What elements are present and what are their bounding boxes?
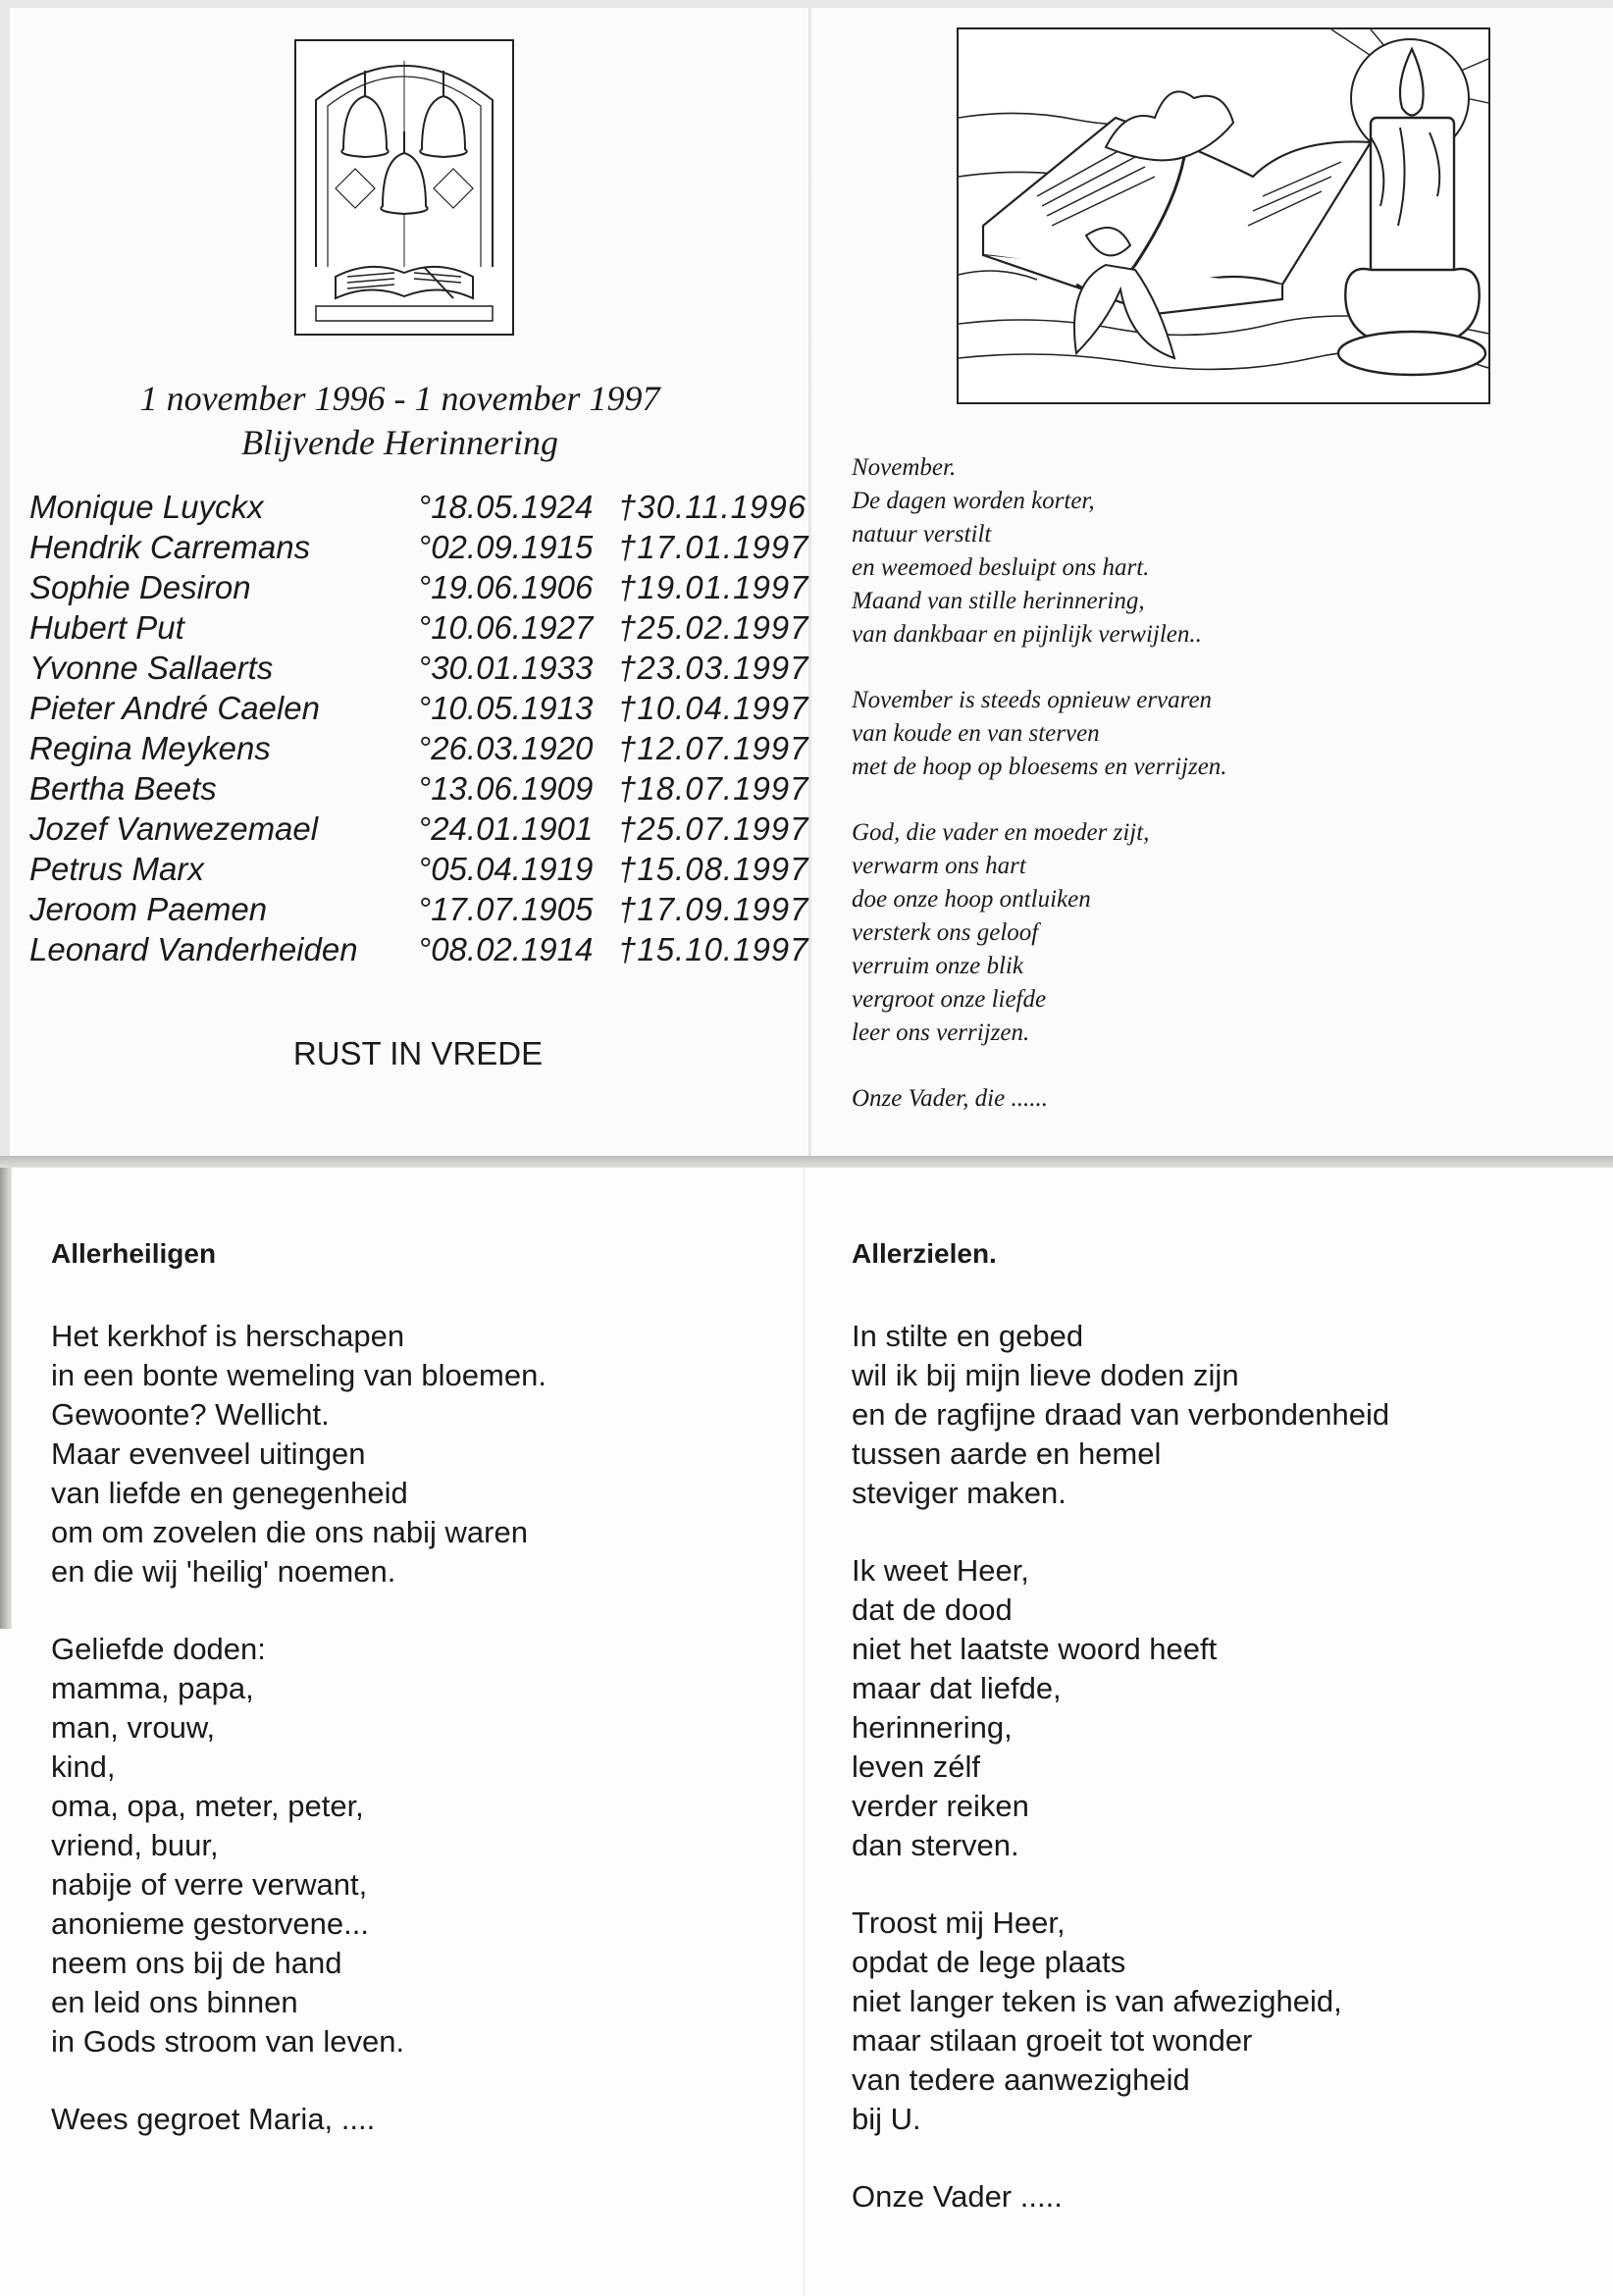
deceased-name: Bertha Beets <box>29 770 217 807</box>
poem-stanza <box>852 1082 1538 1116</box>
candle-book-graphic <box>959 29 1488 402</box>
poem-line: November. <box>852 454 957 481</box>
poem-line: nabije of verre verwant, <box>51 1867 368 1902</box>
candle-book-illustration <box>957 27 1490 404</box>
poem-line: bij U. <box>852 2102 921 2136</box>
list-item <box>29 489 814 529</box>
poem-line: Maand van stille herinnering, <box>852 588 1145 614</box>
list-item <box>29 569 814 609</box>
deceased-name: Monique Luyckx <box>29 489 264 525</box>
poem-stanza <box>852 1317 1578 1513</box>
death-date: †25.07.1997 <box>618 810 809 847</box>
bells-window-graphic <box>296 41 512 334</box>
poem-line: anonieme gestorvene... <box>51 1906 369 1941</box>
poem-line: verwarm ons hart <box>852 853 1026 879</box>
poem-line: De dagen worden korter, <box>852 488 1095 514</box>
poem-line: Troost mij Heer, <box>852 1905 1066 1940</box>
allerheiligen-section <box>51 1234 757 2177</box>
poem-line: Onze Vader, die ...... <box>852 1085 1048 1112</box>
allerzielen-title: Allerzielen. <box>852 1238 997 1269</box>
death-date: †15.08.1997 <box>618 851 809 887</box>
deceased-name: Hubert Put <box>29 609 184 646</box>
birth-date: °30.01.1933 <box>418 650 594 686</box>
list-item <box>29 730 814 770</box>
poem-stanza <box>852 1904 1578 2139</box>
birth-date: °13.06.1909 <box>418 770 594 807</box>
poem-line: In stilte en gebed <box>852 1319 1084 1353</box>
birth-date: °18.05.1924 <box>418 489 594 525</box>
poem-stanza <box>51 1317 757 1592</box>
poem-stanza <box>852 684 1538 784</box>
poem-line: niet het laatste woord heeft <box>852 1632 1218 1666</box>
deceased-name: Leonard Vanderheiden <box>29 931 358 967</box>
poem-line: dat de dood <box>852 1592 1013 1627</box>
poem-line: in een bonte wemeling van bloemen. <box>51 1358 546 1392</box>
poem-line: Ik weet Heer, <box>852 1553 1029 1588</box>
list-item <box>29 529 814 569</box>
poem-line: November is steeds opnieuw ervaren <box>852 687 1213 713</box>
scan-shadow <box>0 1156 1613 1168</box>
deceased-name: Yvonne Sallaerts <box>29 650 274 686</box>
poem-line: Gewoonte? Wellicht. <box>51 1397 330 1432</box>
poem-stanza <box>51 2100 757 2139</box>
poem-line: verder reiken <box>852 1789 1029 1823</box>
poem-line: maar dat liefde, <box>852 1671 1062 1705</box>
poem-line: leer ons verrijzen. <box>852 1019 1030 1046</box>
poem-stanza <box>852 451 1538 652</box>
poem-line: versterk ons geloof <box>852 919 1039 946</box>
poem-line: vergroot onze liefde <box>852 986 1047 1013</box>
poem-line: mamma, papa, <box>51 1671 254 1705</box>
poem-stanza <box>51 1630 757 2061</box>
list-item <box>29 609 814 650</box>
poem-line: en weemoed besluipt ons hart. <box>852 554 1150 581</box>
poem-line: man, vrouw, <box>51 1710 216 1745</box>
list-item <box>29 931 814 971</box>
poem-line: in Gods stroom van leven. <box>51 2024 405 2059</box>
deceased-name: Jozef Vanwezemael <box>29 810 319 847</box>
poem-line: oma, opa, meter, peter, <box>51 1789 364 1823</box>
poem-line: doe onze hoop ontluiken <box>852 886 1091 913</box>
death-date: †12.07.1997 <box>618 730 809 766</box>
poem-line: Wees gegroet Maria, .... <box>51 2102 376 2136</box>
deceased-name: Sophie Desiron <box>29 569 251 605</box>
rust-in-vrede: RUST IN VREDE <box>292 1035 544 1071</box>
deceased-name: Pieter André Caelen <box>29 690 320 726</box>
poem-line: dan sterven. <box>852 1828 1019 1862</box>
poem-line: wil ik bij mijn lieve doden zijn <box>852 1358 1239 1392</box>
allerheiligen-title: Allerheiligen <box>51 1238 217 1269</box>
death-date: †18.07.1997 <box>618 770 809 807</box>
poem-line: opdat de lege plaats <box>852 1945 1126 1979</box>
date-range-heading: 1 november 1996 - 1 november 1997 <box>139 379 660 418</box>
list-item <box>29 891 814 931</box>
poem-line: vriend, buur, <box>51 1828 219 1862</box>
deceased-name: Hendrik Carremans <box>29 529 311 565</box>
birth-date: °26.03.1920 <box>418 730 594 766</box>
birth-date: °05.04.1919 <box>418 851 594 887</box>
poem-stanza <box>852 816 1538 1050</box>
poem-line: herinnering, <box>852 1710 1013 1745</box>
deceased-name: Regina Meykens <box>29 730 271 766</box>
poem-line: van tedere aanwezigheid <box>852 2062 1190 2097</box>
poem-line: leven zélf <box>852 1749 980 1784</box>
birth-date: °10.05.1913 <box>418 690 594 726</box>
deceased-list <box>29 489 814 971</box>
birth-date: °08.02.1914 <box>418 931 594 967</box>
remembrance-subtitle: Blijvende Herinnering <box>241 423 558 462</box>
poem-stanza <box>852 1551 1578 1865</box>
death-date: †25.02.1997 <box>618 609 809 646</box>
poem-line: Het kerkhof is herschapen <box>51 1319 405 1353</box>
poem-line: van liefde en genegenheid <box>51 1476 408 1510</box>
death-date: †10.04.1997 <box>618 690 809 726</box>
poem-line: kind, <box>51 1749 116 1784</box>
birth-date: °02.09.1915 <box>418 529 594 565</box>
poem-line: en leid ons binnen <box>51 1985 298 2019</box>
list-item <box>29 650 814 690</box>
list-item <box>29 810 814 851</box>
poem-line: niet langer teken is van afwezigheid, <box>852 1984 1342 2018</box>
list-item <box>29 851 814 891</box>
birth-date: °24.01.1901 <box>418 810 594 847</box>
poem-line: van koude en van sterven <box>852 720 1100 747</box>
birth-date: °19.06.1906 <box>418 569 594 605</box>
scan-edge <box>0 1168 12 1629</box>
poem-line: verruim onze blik <box>852 953 1023 979</box>
list-item <box>29 690 814 730</box>
inner-fold-line <box>803 1168 806 2296</box>
poem-line: om om zovelen die ons nabij waren <box>51 1515 528 1549</box>
poem-line: steviger maken. <box>852 1476 1067 1510</box>
birth-date: °17.07.1905 <box>418 891 594 927</box>
bells-illustration <box>294 39 514 336</box>
poem-line: en die wij 'heilig' noemen. <box>51 1554 396 1589</box>
poem-line: neem ons bij de hand <box>51 1946 342 1980</box>
deceased-name: Petrus Marx <box>29 851 204 887</box>
poem-line: Maar evenveel uitingen <box>51 1436 366 1471</box>
death-date: †19.01.1997 <box>618 569 809 605</box>
poem-line: natuur verstilt <box>852 521 992 548</box>
poem-line: tussen aarde en hemel <box>852 1436 1162 1471</box>
death-date: †17.01.1997 <box>618 529 809 565</box>
list-item <box>29 770 814 810</box>
poem-line: Geliefde doden: <box>51 1632 266 1666</box>
poem-line: God, die vader en moeder zijt, <box>852 819 1150 846</box>
november-poem <box>852 451 1538 1148</box>
allerzielen-section <box>852 1234 1578 2255</box>
poem-line: van dankbaar en pijnlijk verwijlen.. <box>852 621 1202 648</box>
poem-line: Onze Vader ..... <box>852 2179 1063 2214</box>
poem-line: met de hoop op bloesems en verrijzen. <box>852 754 1227 780</box>
poem-line: maar stilaan groeit tot wonder <box>852 2023 1253 2058</box>
deceased-name: Jeroom Paemen <box>29 891 268 927</box>
death-date: †15.10.1997 <box>618 931 809 967</box>
death-date: †30.11.1996 <box>618 489 807 525</box>
poem-stanza <box>852 2177 1578 2217</box>
death-date: †23.03.1997 <box>618 650 809 686</box>
death-date: †17.09.1997 <box>618 891 809 927</box>
birth-date: °10.06.1927 <box>418 609 594 646</box>
poem-line: en de ragfijne draad van verbondenheid <box>852 1397 1390 1432</box>
